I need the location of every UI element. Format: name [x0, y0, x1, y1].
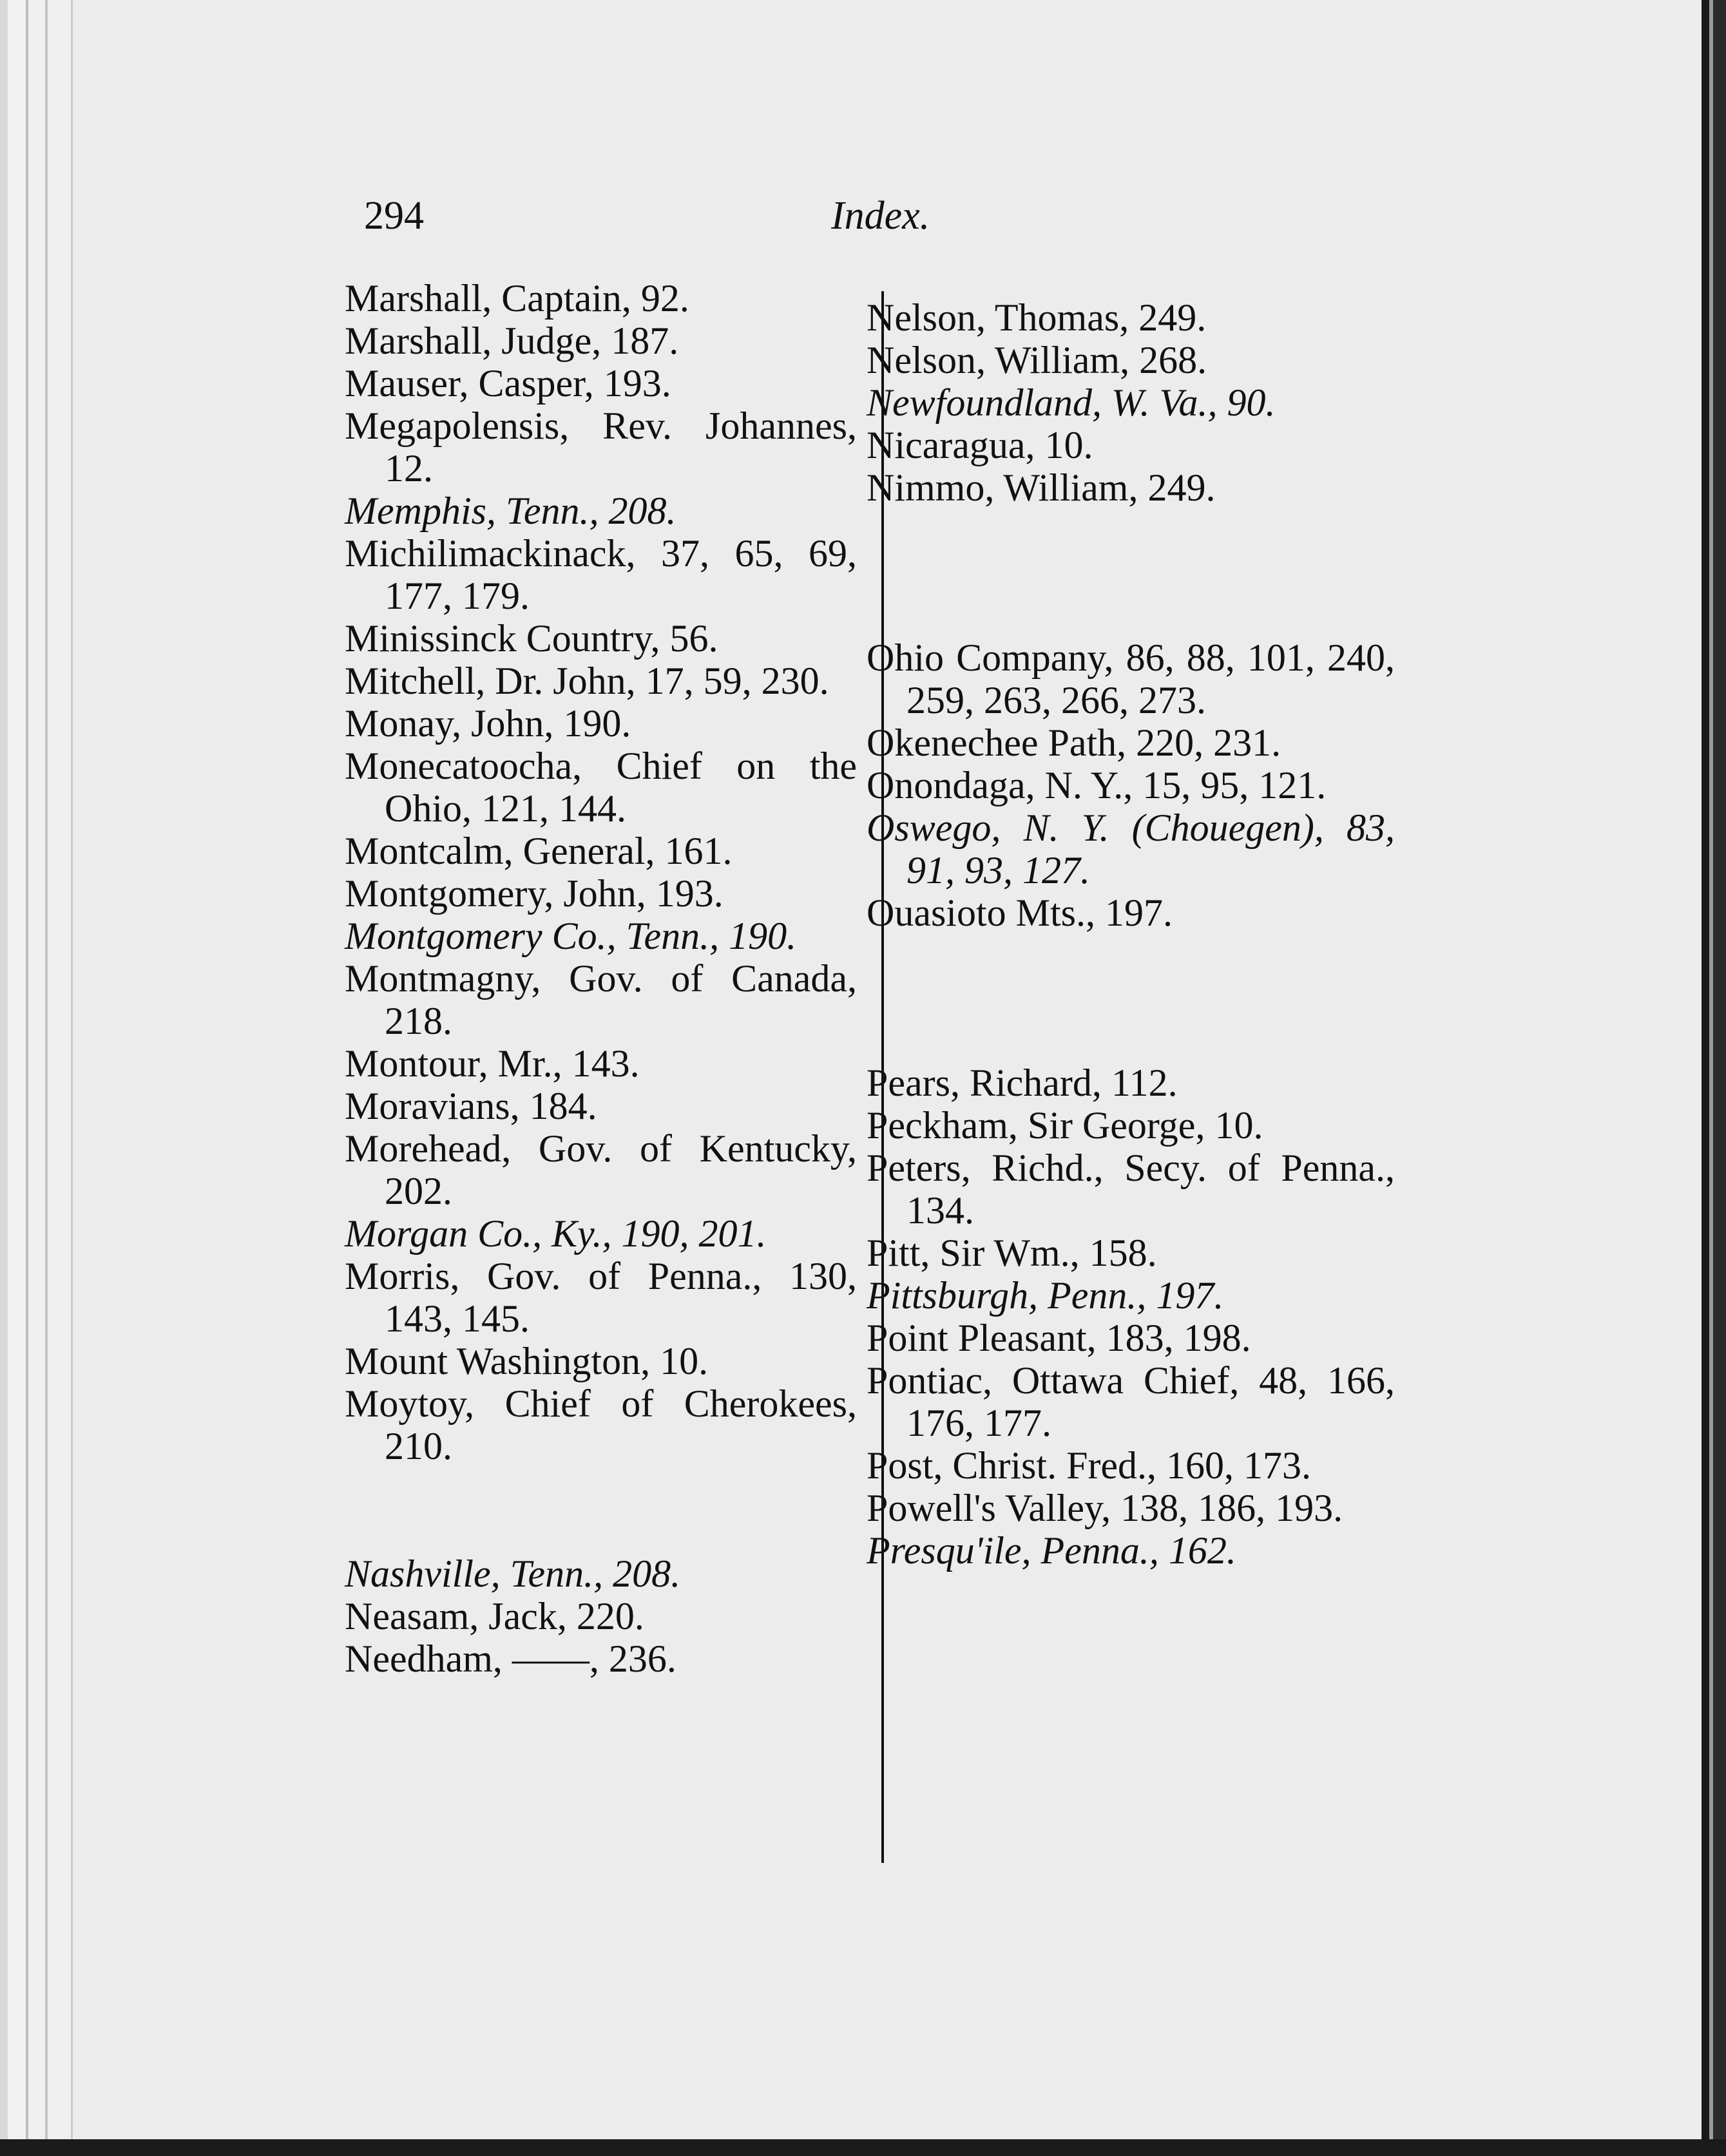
index-entry: Mount Washington, 10. — [345, 1340, 709, 1382]
index-entry: Morgan Co., Ky., 190, 201. — [345, 1212, 767, 1255]
index-group — [345, 1552, 857, 1680]
group-spacer — [867, 934, 1395, 1062]
index-entry: Minissinck Country, 56. — [345, 617, 718, 660]
index-entry: Moytoy, Chief of Cherokees, 210. — [345, 1382, 857, 1467]
index-entry: Pears, Richard, 112. — [867, 1062, 1178, 1104]
index-entry: Marshall, Captain, 92. — [345, 277, 689, 320]
index-entry: Mitchell, Dr. John, 17, 59, 230. — [345, 660, 829, 702]
index-entry: Nicaragua, 10. — [867, 424, 1093, 466]
index-entry: Neasam, Jack, 220. — [345, 1595, 644, 1637]
index-group — [867, 636, 1395, 934]
index-entry: Peckham, Sir George, 10. — [867, 1104, 1263, 1147]
index-entry: Nashville, Tenn., 208. — [345, 1552, 681, 1595]
page-header — [364, 193, 1008, 251]
index-entry: Post, Christ. Fred., 160, 173. — [867, 1444, 1312, 1487]
page-binding-edge — [0, 0, 103, 2156]
index-entry: Montcalm, General, 161. — [345, 830, 733, 872]
page-number: 294 — [364, 194, 424, 238]
index-entry: Montgomery, John, 193. — [345, 872, 724, 915]
index-group — [345, 277, 857, 1467]
index-entry: Point Pleasant, 183, 198. — [867, 1317, 1251, 1359]
index-entry: Megapolensis, Rev. Johannes, 12. — [345, 405, 857, 490]
index-entry: Onondaga, N. Y., 15, 95, 121. — [867, 764, 1327, 806]
index-entry: Okenechee Path, 220, 231. — [867, 721, 1281, 764]
index-entry: Montour, Mr., 143. — [345, 1042, 640, 1085]
index-entry: Memphis, Tenn., 208. — [345, 490, 676, 532]
index-entry: Morris, Gov. of Penna., 130, 143, 145. — [345, 1255, 857, 1340]
index-entry: Presqu'ile, Penna., 162. — [867, 1529, 1236, 1572]
index-entry: Newfoundland, W. Va., 90. — [867, 381, 1276, 424]
index-entry: Pittsburgh, Penn., 197. — [867, 1274, 1224, 1317]
group-spacer — [345, 1467, 857, 1552]
index-column-left — [345, 277, 857, 1680]
index-entry: Nelson, Thomas, 249. — [867, 296, 1207, 339]
index-entry: Monecatoocha, Chief on the Ohio, 121, 144. — [345, 745, 857, 830]
index-entry: Nimmo, William, 249. — [867, 466, 1216, 509]
index-entry: Pitt, Sir Wm., 158. — [867, 1232, 1157, 1274]
group-spacer — [867, 509, 1395, 636]
index-entry: Marshall, Judge, 187. — [345, 320, 679, 362]
index-group — [867, 1062, 1395, 1572]
index-entry: Ohio Company, 86, 88, 101, 240, 259, 263, 266, 273. — [867, 636, 1395, 721]
index-column-right — [867, 296, 1395, 1572]
index-entry: Morehead, Gov. of Kentucky, 202. — [345, 1127, 857, 1212]
index-entry: Montgomery Co., Tenn., 190. — [345, 915, 797, 957]
index-entry: Needham, ——, 236. — [345, 1637, 676, 1680]
index-entry: Peters, Richd., Secy. of Penna., 134. — [867, 1147, 1395, 1232]
index-entry: Mauser, Casper, 193. — [345, 362, 671, 405]
index-entry: Powell's Valley, 138, 186, 193. — [867, 1487, 1343, 1529]
index-entry: Michilimackinack, 37, 65, 69, 177, 179. — [345, 532, 857, 617]
running-title: Index. — [831, 194, 930, 238]
index-entry: Montmagny, Gov. of Canada, 218. — [345, 957, 857, 1042]
index-entry: Oswego, N. Y. (Chouegen), 83, 91, 93, 127. — [867, 806, 1395, 892]
index-entry: Ouasioto Mts., 197. — [867, 892, 1173, 934]
index-entry: Nelson, William, 268. — [867, 339, 1207, 381]
page-right-edge — [1687, 0, 1726, 2156]
index-group — [867, 296, 1395, 509]
index-entry: Moravians, 184. — [345, 1085, 597, 1127]
index-entry: Pontiac, Ottawa Chief, 48, 166, 176, 177. — [867, 1359, 1395, 1444]
index-entry: Monay, John, 190. — [345, 702, 631, 745]
page-bottom-edge — [0, 2139, 1726, 2156]
